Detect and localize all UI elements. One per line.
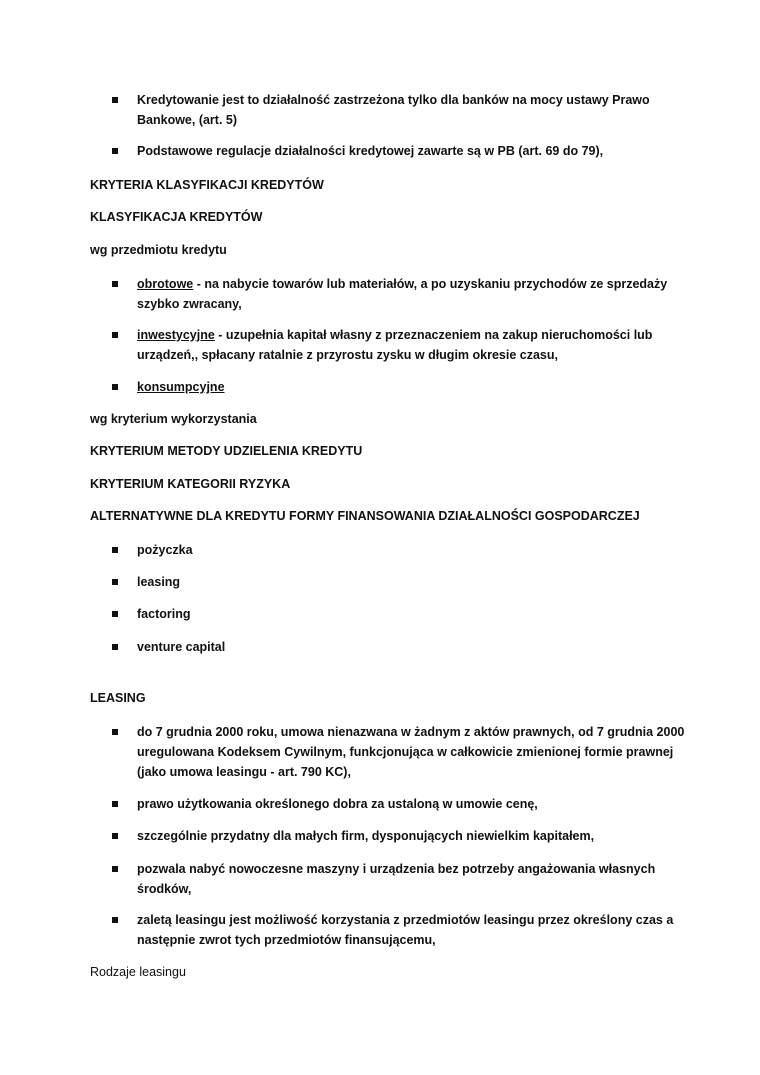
term-konsumpcyjne: konsumpcyjne xyxy=(137,380,225,394)
bullet-marker xyxy=(112,644,118,650)
list-item: szczególnie przydatny dla małych firm, dysponujących niewielkim kapitałem, xyxy=(137,829,595,843)
heading-metody-udzielenia: KRYTERIUM METODY UDZIELENIA KREDYTU xyxy=(90,444,363,458)
heading-leasing: LEASING xyxy=(90,691,146,705)
list-item: pozwala nabyć nowoczesne maszyny i urządzenia bez potrzeby angażowania własnych środków, xyxy=(137,862,656,896)
term-inwestycyjne: inwestycyjne xyxy=(137,328,215,342)
list-item: venture capital xyxy=(137,640,226,654)
list-item xyxy=(137,377,697,397)
heading-wg-wykorzystania: wg kryterium wykorzystania xyxy=(90,412,257,426)
heading-alternatywne: ALTERNATYWNE DLA KREDYTU FORMY FINANSOWANIA DZIAŁALNOŚCI GOSPODARCZEJ xyxy=(90,509,640,523)
bullet-marker xyxy=(112,833,118,839)
bullet-marker xyxy=(112,866,118,872)
list-item: factoring xyxy=(137,607,191,621)
bullet-marker xyxy=(112,148,118,154)
heading-kategorii-ryzyka: KRYTERIUM KATEGORII RYZYKA xyxy=(90,477,291,491)
list-item: Kredytowanie jest to działalność zastrzeżona tylko dla banków na mocy ustawy Prawo Bankowe, (art. 5) xyxy=(137,93,650,127)
list-item xyxy=(137,274,697,314)
term-description: - na nabycie towarów lub materiałów, a po uzyskaniu przychodów ze sprzedaży szybko zwracany, xyxy=(137,277,668,311)
heading-wg-przedmiotu: wg przedmiotu kredytu xyxy=(90,243,227,257)
list-item xyxy=(137,325,697,365)
bullet-marker xyxy=(112,281,118,287)
bullet-marker xyxy=(112,729,118,735)
bullet-marker xyxy=(112,384,118,390)
list-item: zaletą leasingu jest możliwość korzystania z przedmiotów leasingu przez określony czas a następnie zwrot tych przedmiotów finansującemu, xyxy=(137,913,674,947)
list-item: pożyczka xyxy=(137,543,193,557)
list-item: Podstawowe regulacje działalności kredytowej zawarte są w PB (art. 69 do 79), xyxy=(137,144,604,158)
list-item: do 7 grudnia 2000 roku, umowa nienazwana w żadnym z aktów prawnych, od 7 grudnia 2000 uregulowana Kodeksem Cywilnym, funkcjonująca w całkowicie zmienionej formie prawnej (jako umowa leasingu - art. 790 KC), xyxy=(137,725,685,779)
list-item: prawo użytkowania określonego dobra za ustaloną w umowie cenę, xyxy=(137,797,538,811)
term-description: - uzupełnia kapitał własny z przeznaczeniem na zakup nieruchomości lub urządzeń,, spłacany ratalnie z przyrostu zysku w długim okresie czasu, xyxy=(137,328,653,362)
term-obrotowe: obrotowe xyxy=(137,277,194,291)
heading-rodzaje-leasingu: Rodzaje leasingu xyxy=(90,965,186,979)
heading-klasyfikacja-kredytow: KLASYFIKACJA KREDYTÓW xyxy=(90,210,263,224)
bullet-marker xyxy=(112,332,118,338)
heading-kryteria-klasyfikacji: KRYTERIA KLASYFIKACJI KREDYTÓW xyxy=(90,178,324,192)
list-item: leasing xyxy=(137,575,181,589)
bullet-marker xyxy=(112,801,118,807)
bullet-marker xyxy=(112,579,118,585)
bullet-marker xyxy=(112,547,118,553)
bullet-marker xyxy=(112,97,118,103)
bullet-marker xyxy=(112,611,118,617)
bullet-marker xyxy=(112,917,118,923)
